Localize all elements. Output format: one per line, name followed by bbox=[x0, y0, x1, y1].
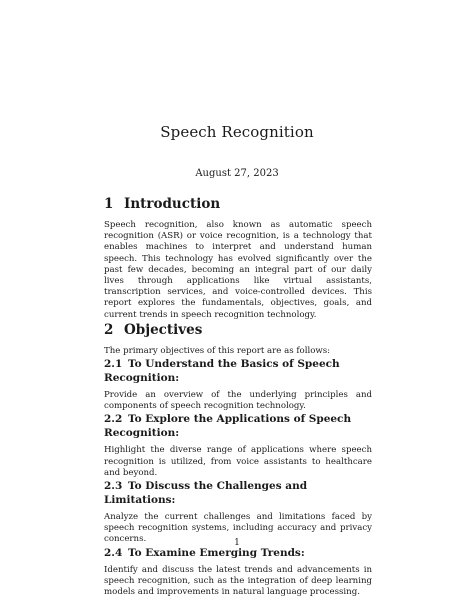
subsection-heading-2-2 bbox=[104, 412, 372, 440]
subsection-paragraph-2-2: Highlight the diverse range of applications where speech recognition is utilized, from voice assistants to healthcare and beyond. bbox=[104, 445, 372, 478]
section-number: 2 bbox=[104, 321, 114, 338]
subsection-paragraph-2-4: Identify and discuss the latest trends and advancements in speech recognition, such as the integration of deep learning models and improvements in natural language processing. bbox=[104, 564, 372, 598]
subsection-number: 2.4 bbox=[104, 546, 123, 559]
subsection-title: To Explore the Applications of Speech Recognition: bbox=[104, 413, 352, 440]
subsection-title: To Examine Emerging Trends: bbox=[128, 546, 305, 559]
subsection-heading-2-1 bbox=[104, 357, 372, 385]
section-heading-introduction bbox=[104, 195, 372, 213]
section-number: 1 bbox=[104, 196, 114, 212]
document-date: August 27, 2023 bbox=[195, 168, 279, 179]
section-heading-objectives bbox=[104, 321, 372, 339]
section-title: Introduction bbox=[124, 196, 221, 212]
subsection-paragraph-2-1: Provide an overview of the underlying principles and components of speech recognition technology. bbox=[104, 390, 372, 412]
subsection-number: 2.2 bbox=[104, 413, 123, 426]
subsection-title: To Discuss the Challenges and Limitations: bbox=[104, 480, 308, 507]
subsection-heading-2-3 bbox=[104, 479, 372, 507]
subsection-title: To Understand the Basics of Speech Recognition: bbox=[104, 358, 340, 385]
document-title: Speech Recognition bbox=[160, 123, 314, 141]
section-paragraph-objectives: The primary objectives of this report are as follows: bbox=[104, 345, 331, 356]
subsection-number: 2.3 bbox=[104, 480, 123, 493]
page-number: 1 bbox=[234, 538, 240, 548]
section-paragraph-introduction: Speech recognition, also known as automatic speech recognition (ASR) or voice recognition, is a technology that enables machines to interpret and understand human speech. This technology has evolved significantly over the past few decades, becoming an integral part of our daily lives through applications like virtual assistants, transcription services, and voice-controlled devices. This report explores the fundamentals, objectives, goals, and current trends in speech recognition technology. bbox=[104, 220, 372, 320]
subsection-paragraph-2-3: Analyze the current challenges and limitations faced by speech recognition systems, including accuracy and privacy concerns. bbox=[104, 512, 372, 545]
subsection-number: 2.1 bbox=[104, 358, 123, 371]
section-title: Objectives bbox=[124, 321, 203, 338]
